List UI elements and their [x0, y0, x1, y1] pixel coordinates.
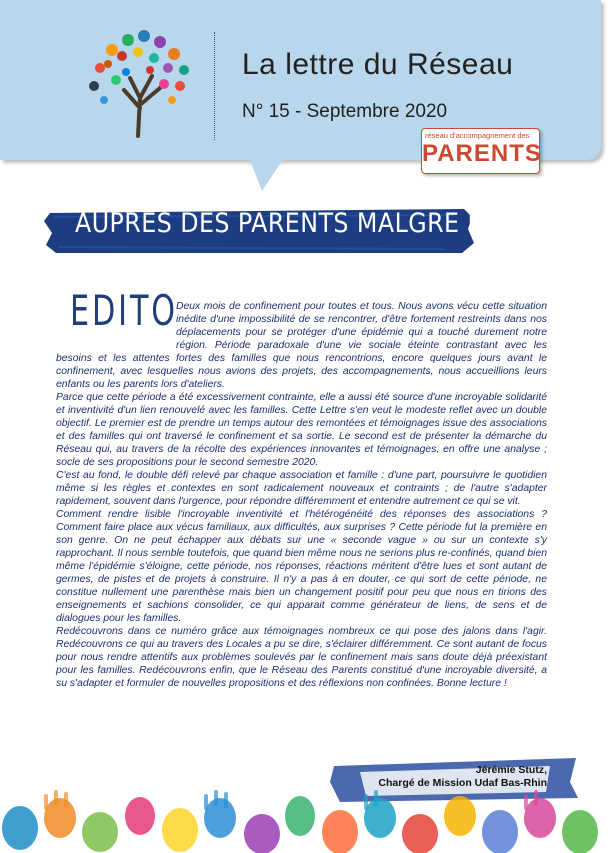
edito-paragraph: Parce que cette période a été excessivement contrainte, elle a aussi été source d'une incroyable solidarité et inventivité d'un lien renouvelé avec les familles. Cette Lettre s'en veut le modeste reflet avec un double objectif. Le premier est de prendre un temps autour des remontées et témoignages issue des associations et des familles qui ont traversé le confinement et sa sortie. Le second est de présenter la démarche du Réseau qui, au travers de la récolte des expériences innovantes et témoignages, en offre une analyse ; socle de ses propositions pour le second semestre 2020.	[56, 392, 547, 468]
edito-paragraph: C'est au fond, le double défi relevé par chaque association et famille : d'une part, poursuivre le quotidien même si les règles et contextes en sont radicalement nouveaux et contraints ; de l'autre s'adapter rapidement, souvent dans l'urgence, pour répondre différemment et entendre autrement ce qui se vit.	[56, 470, 547, 507]
edito-paragraph: Comment rendre lisible l'incroyable inventivité et l'hétérogénéité des réponses des associations ? Comment faire place aux vécus familiaux, aux difficultés, aux surprises ? Cette période fut la première en son genre. On ne peut échapper aux débats sur une « seconde vague » ou sur un contexte s'y rapprochant. Il nous semble toutefois, que quand bien même nous ne serions plus re-confinés, quand bien même l'épidémie s'éloigne, cette période, nos réponses, réactions méritent d'être lues et sont autant de germes, de pistes et de projets à construire. Il n'y a pas à en douter, ce qui sort de cette période, ne constitue nullement une parenthèse mais bien un changement positif pour peu que nous en tirions des enseignements et sachions consolider, ce qui apparait comme générateur de liens, de sens et de dialogues pour les familles.	[56, 509, 547, 624]
header-bubble-tail	[248, 155, 286, 191]
newsletter-title: La lettre du Réseau	[242, 48, 514, 81]
issue-number: N° 15 - Septembre 2020	[242, 101, 448, 122]
parents-network-logo	[421, 128, 540, 174]
edito-paragraph: Redécouvrons dans ce numéro grâce aux témoignages nombreux ce qui pose des jalons dans l'agir. Redécouvrons ce qui au travers des Locales a pu se dire, s'éclairer différemment. Ce sont autant de focus pour nous rendre attentifs aux problèmes soulevés par le confinement mais sans doute déjà préexistant pour les familles. Redécouvrons enfin, que le Réseau des Parents constitué d'une incroyable diversité, a su s'adapter et formuler de nouvelles propositions et des réflexions non confinées. Bonne lecture !	[56, 626, 547, 689]
family-tree-logo	[80, 28, 200, 138]
handprints-footer	[0, 788, 611, 853]
signer-role: Chargé de Mission Udaf Bas-Rhin	[378, 777, 547, 789]
header-divider	[214, 32, 215, 140]
edito-paragraph: Deux mois de confinement pour toutes et tous. Nous avons vécu cette situation inédite d'une impossibilité de se rencontrer, d'être fortement restreints dans nos déplacements pour se protéger d'une épidémie qui a touché durement notre région. Période paradoxale d'une vie sociale éteinte contrastant avec les besoins et les attentes fortes des familles que nous rencontrions, encore quelques jours avant le confinement, avec lesquelles nous avions des projets, des accompagnements, nous accueillions leurs enfants ou les parents lors d'ateliers.	[56, 301, 547, 390]
logo-subtitle: réseau d'accompagnement des	[425, 131, 530, 140]
signer-name: Jérémie Stutz,	[475, 764, 547, 776]
signature	[378, 764, 547, 790]
edito-body	[56, 300, 547, 690]
logo-wordmark: PARENTS	[422, 140, 542, 167]
edito-heading: EDITO	[70, 286, 178, 335]
banner-headline: AUPRES DES PARENTS MALGRE LA CRISE	[75, 208, 579, 239]
